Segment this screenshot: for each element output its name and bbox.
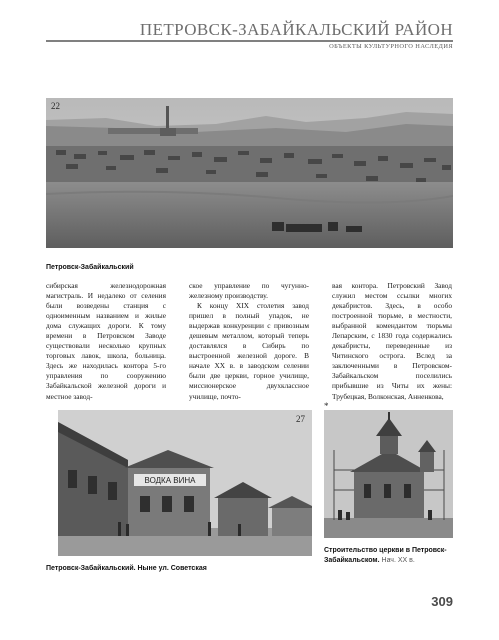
street-scene-image <box>58 410 312 556</box>
paragraph: сибирская железнодорожная магистраль. И недалеко от селения были возведены станция с одноименным названием и жилые дома служащих дороги. К тому времени в Петровском Заводе существовали несколько крупных торговых лавок, школа, больница. Здесь же находилась контора 5-го управления по сооружению Забайкальской железной дороги и местное завод- <box>46 281 166 401</box>
paragraph: вая контора. Петровский Завод служил местом ссылки многих декабристов. Здесь, в особо построенной тюрьме, в местности, выбранной комендантом тюрьмы Лепарским, с 1830 года содержались декабристы, переведенные из Читинского острога. Вслед за заключенными в Петровском-Забайкальском поселились прибывшие из Читы их жены: Трубецкая, Волконская, Анненкова, <box>332 281 452 401</box>
running-header-title: ПЕТРОВСК-ЗАБАЙКАЛЬСКИЙ РАЙОН <box>139 20 453 39</box>
text-column-3 <box>332 281 452 402</box>
text-column-2 <box>189 281 309 402</box>
bottom-left-photo-caption: Петровск-Забайкальский. Ныне ул. Советская <box>46 565 207 572</box>
bottom-left-photo-number: 27 <box>296 414 305 424</box>
caption-plain: Нач. XX в. <box>381 556 415 564</box>
running-header-subtitle: ОБЪЕКТЫ КУЛЬТУРНОГО НАСЛЕДИЯ <box>329 43 453 50</box>
top-photo <box>46 98 453 248</box>
bottom-right-photo-caption <box>324 546 452 565</box>
church-construction-image <box>324 410 453 538</box>
bottom-left-photo <box>58 410 312 556</box>
paragraph: ское управление по чугунно-железному производству. <box>189 281 309 301</box>
shop-sign-text: ВОДКА ВИНА <box>144 476 196 485</box>
bottom-right-photo-mark: * <box>324 401 329 411</box>
top-photo-number: 22 <box>51 101 60 111</box>
header-rule <box>46 40 453 42</box>
town-panorama-image <box>46 98 453 248</box>
top-photo-caption: Петровск-Забайкальский <box>46 264 134 271</box>
caption-bold: Строительство церкви в Петровск-Забайкальском. <box>324 547 447 564</box>
paragraph: К концу XIX столетия завод пришел в полный упадок, не выдержав конкуренции с привозным дешевым металлом, который теперь доставлялся в Сибирь по выстроенной железной дороге. В начале XX в. в заводском селении были две церкви, горное училище, миссионерское двухклассное училище, почто- <box>189 301 309 401</box>
page-number: 309 <box>431 594 453 609</box>
bottom-right-photo <box>324 410 453 538</box>
text-column-1 <box>46 281 166 402</box>
